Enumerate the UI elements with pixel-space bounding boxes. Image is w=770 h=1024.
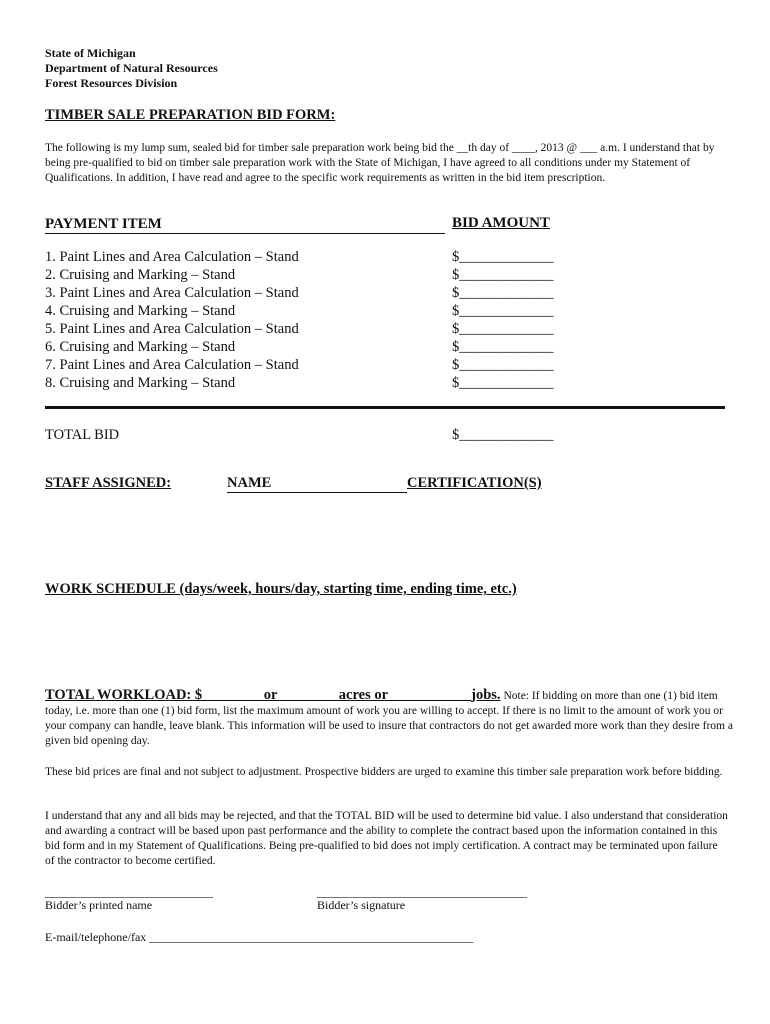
bid-amount-header: BID AMOUNT xyxy=(452,215,550,231)
agency-header xyxy=(45,46,218,91)
list-item: 7. Paint Lines and Area Calculation – Stand xyxy=(45,357,299,373)
total-workload-note: Note: If bidding on more than one (1) bid item today, i.e. more than one (1) bid form, list the maximum amount of work you are willing to accept. If there is no limit to the amount of work you or your company can handle, leave blank. This information will be used to insure that contractors do not get awarded more work than they desire from a given bid opening day. xyxy=(45,690,733,747)
bid-amount-blank[interactable]: $_____________ xyxy=(452,357,554,373)
header-division: Forest Resources Division xyxy=(45,76,178,90)
certification-header: CERTIFICATION(S) xyxy=(407,475,542,491)
printed-name-label: Bidder’s printed name xyxy=(45,898,153,912)
header-state: State of Michigan xyxy=(45,46,136,60)
total-bid-label: TOTAL BID xyxy=(45,427,120,443)
printed-name-line[interactable]: ____________________________ xyxy=(45,885,213,899)
bid-amount-blank[interactable]: $_____________ xyxy=(452,249,554,265)
list-item: 6. Cruising and Marking – Stand xyxy=(45,339,236,355)
bid-amount-blank[interactable]: $_____________ xyxy=(452,321,554,337)
bid-amounts-list xyxy=(452,248,554,392)
staff-name-header: NAME xyxy=(227,475,407,493)
payment-item-header: PAYMENT ITEM xyxy=(45,215,445,234)
section-divider xyxy=(45,406,725,409)
payment-items-list xyxy=(45,248,299,392)
bid-amount-blank[interactable]: $_____________ xyxy=(452,267,554,283)
header-department: Department of Natural Resources xyxy=(45,61,218,75)
intro-paragraph: The following is my lump sum, sealed bid for timber sale preparation work being bid the __th day of ____, 2013 @ ___ a.m. I understand that by being pre-qualified to bid on timber sale preparation work with the State of Michigan, I have agreed to all conditions under my Statement of Qualifications. In addition, I have read and agree to the specific work requirements as written in the bid item prescription. xyxy=(45,142,715,184)
work-schedule-heading: WORK SCHEDULE (days/week, hours/day, starting time, ending time, etc.) xyxy=(45,581,517,597)
list-item: 8. Cruising and Marking – Stand xyxy=(45,375,236,391)
understanding-paragraph: I understand that any and all bids may be rejected, and that the TOTAL BID will be used to determine bid value. I also understand that consideration and awarding a contract will be based upon past performance and the ability to complete the contract based upon the information contained in this bid form and in my Statement of Qualifications. Being pre-qualified to bid does not imply certification. A contract may be terminated upon failure of the contractor to become certified. xyxy=(45,810,728,867)
staff-assigned-label: STAFF ASSIGNED: xyxy=(45,475,172,491)
bid-amount-blank[interactable]: $_____________ xyxy=(452,303,554,319)
total-workload-label: TOTAL WORKLOAD: $________ or ________acres or ___________jobs. xyxy=(45,687,501,703)
form-title: TIMBER SALE PREPARATION BID FORM: xyxy=(45,107,336,123)
final-prices-paragraph: These bid prices are final and not subject to adjustment. Prospective bidders are urged to examine this timber sale preparation work before bidding. xyxy=(45,766,723,778)
contact-info-field[interactable]: E-mail/telephone/fax ______________________________________________________ xyxy=(45,930,474,944)
list-item: 1. Paint Lines and Area Calculation – Stand xyxy=(45,249,299,265)
signature-label: Bidder’s signature xyxy=(317,898,406,912)
list-item: 4. Cruising and Marking – Stand xyxy=(45,303,236,319)
bid-amount-blank[interactable]: $_____________ xyxy=(452,285,554,301)
list-item: 5. Paint Lines and Area Calculation – Stand xyxy=(45,321,299,337)
total-workload-section xyxy=(45,688,735,749)
bid-amount-blank[interactable]: $_____________ xyxy=(452,339,554,355)
list-item: 3. Paint Lines and Area Calculation – Stand xyxy=(45,285,299,301)
signature-line[interactable]: ___________________________________ xyxy=(317,885,527,899)
total-bid-blank[interactable]: $_____________ xyxy=(452,427,554,443)
list-item: 2. Cruising and Marking – Stand xyxy=(45,267,236,283)
bid-amount-blank[interactable]: $_____________ xyxy=(452,375,554,391)
